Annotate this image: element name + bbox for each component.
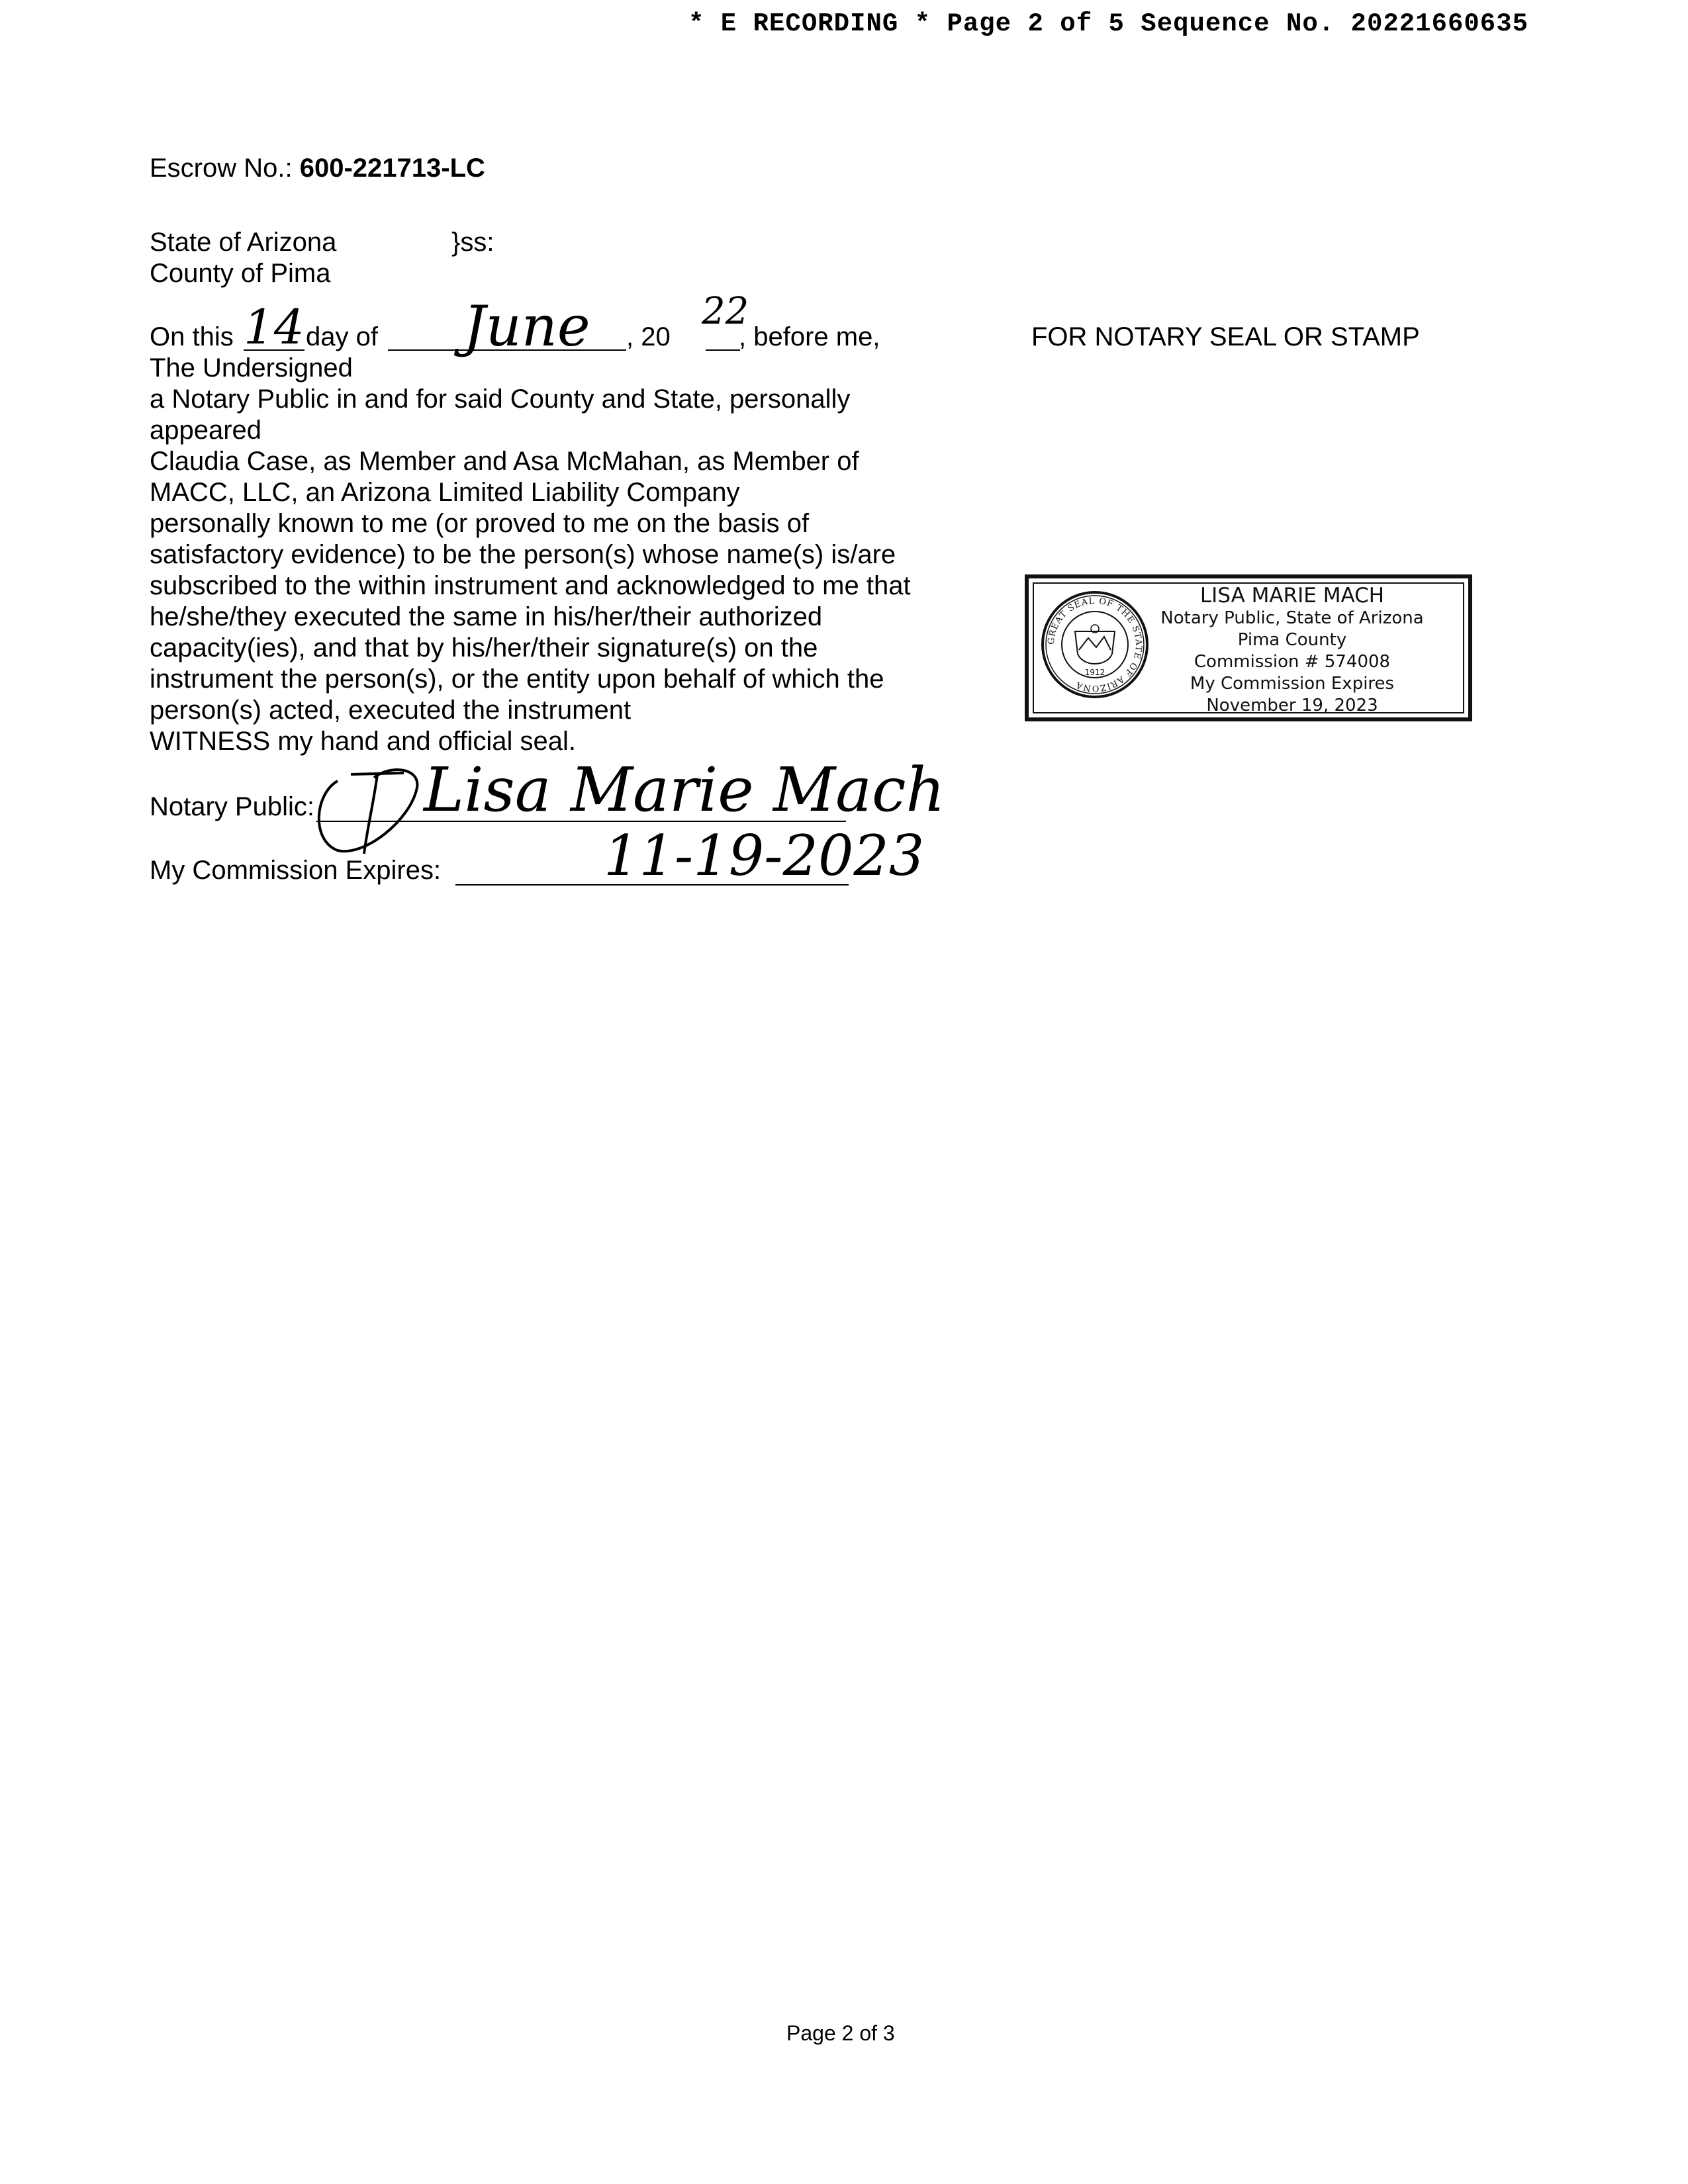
- notary-stamp: [1025, 574, 1472, 721]
- ack-line: WITNESS my hand and official seal.: [150, 727, 576, 756]
- ack-officer: The Undersigned: [150, 353, 353, 383]
- notary-public-label: Notary Public:: [150, 792, 314, 821]
- venue-ss: }ss:: [451, 228, 494, 257]
- ack-day-of: day of: [306, 322, 378, 351]
- stamp-expires-date: November 19, 2023: [1206, 696, 1378, 715]
- escrow-label: Escrow No.:: [150, 154, 293, 183]
- stamp-expires-label: My Commission Expires: [1190, 674, 1395, 694]
- stamp-notary-title: Notary Public, State of Arizona: [1160, 608, 1424, 628]
- ack-line: a Notary Public in and for said County and State, personally: [150, 385, 851, 414]
- recording-header: * E RECORDING * Page 2 of 5 Sequence No. 20221660635: [688, 9, 1528, 38]
- handwritten-day: 14: [244, 299, 305, 355]
- ack-line: person(s) acted, executed the instrument: [150, 696, 632, 725]
- notary-signature: Lisa Marie Mach: [424, 754, 945, 825]
- ack-before-me: , before me,: [739, 322, 880, 351]
- stamp-commission-number: Commission # 574008: [1194, 652, 1391, 672]
- ack-line: Claudia Case, as Member and Asa McMahan, as Member of: [150, 447, 859, 476]
- venue-state: State of Arizona: [150, 228, 337, 257]
- ack-year-prefix: , 20: [626, 322, 671, 351]
- commission-handwritten-date: 11-19-2023: [604, 823, 925, 888]
- handwritten-year: 22: [702, 290, 749, 333]
- ack-line: subscribed to the within instrument and acknowledged to me that: [150, 571, 911, 600]
- escrow-number: 600-221713-LC: [299, 154, 485, 183]
- stamp-text: [1147, 584, 1438, 717]
- ack-on-this: On this: [150, 322, 234, 351]
- arizona-seal-icon: [1041, 590, 1149, 699]
- year-blank: [706, 349, 740, 351]
- stamp-county: Pima County: [1237, 630, 1347, 650]
- ack-line: satisfactory evidence) to be the person(s) whose name(s) is/are: [150, 540, 896, 569]
- seal-year: 1912: [1084, 668, 1105, 677]
- ack-line: he/she/they executed the same in his/her/their authorized: [150, 602, 823, 631]
- commission-expires-label: My Commission Expires:: [150, 856, 442, 885]
- svg-text:GREAT SEAL OF THE STATE OF ARI: [1047, 596, 1143, 693]
- stamp-notary-name: LISA MARIE MACH: [1199, 584, 1385, 608]
- ack-line: capacity(ies), and that by his/her/their signature(s) on the: [150, 633, 818, 662]
- seal-ring-text: GREAT SEAL OF THE STATE OF ARIZONA: [1046, 596, 1144, 694]
- notary-seal-label: FOR NOTARY SEAL OR STAMP: [1031, 322, 1420, 351]
- escrow-number-row: [150, 153, 485, 184]
- venue-county: County of Pima: [150, 259, 331, 288]
- ack-line: instrument the person(s), or the entity upon behalf of which the: [150, 664, 884, 694]
- ack-line: personally known to me (or proved to me on the basis of: [150, 509, 810, 538]
- page-number: Page 2 of 3: [786, 2021, 895, 2045]
- ack-line: MACC, LLC, an Arizona Limited Liability Company: [150, 478, 740, 507]
- handwritten-month: June: [463, 294, 590, 359]
- ack-line: appeared: [150, 416, 262, 445]
